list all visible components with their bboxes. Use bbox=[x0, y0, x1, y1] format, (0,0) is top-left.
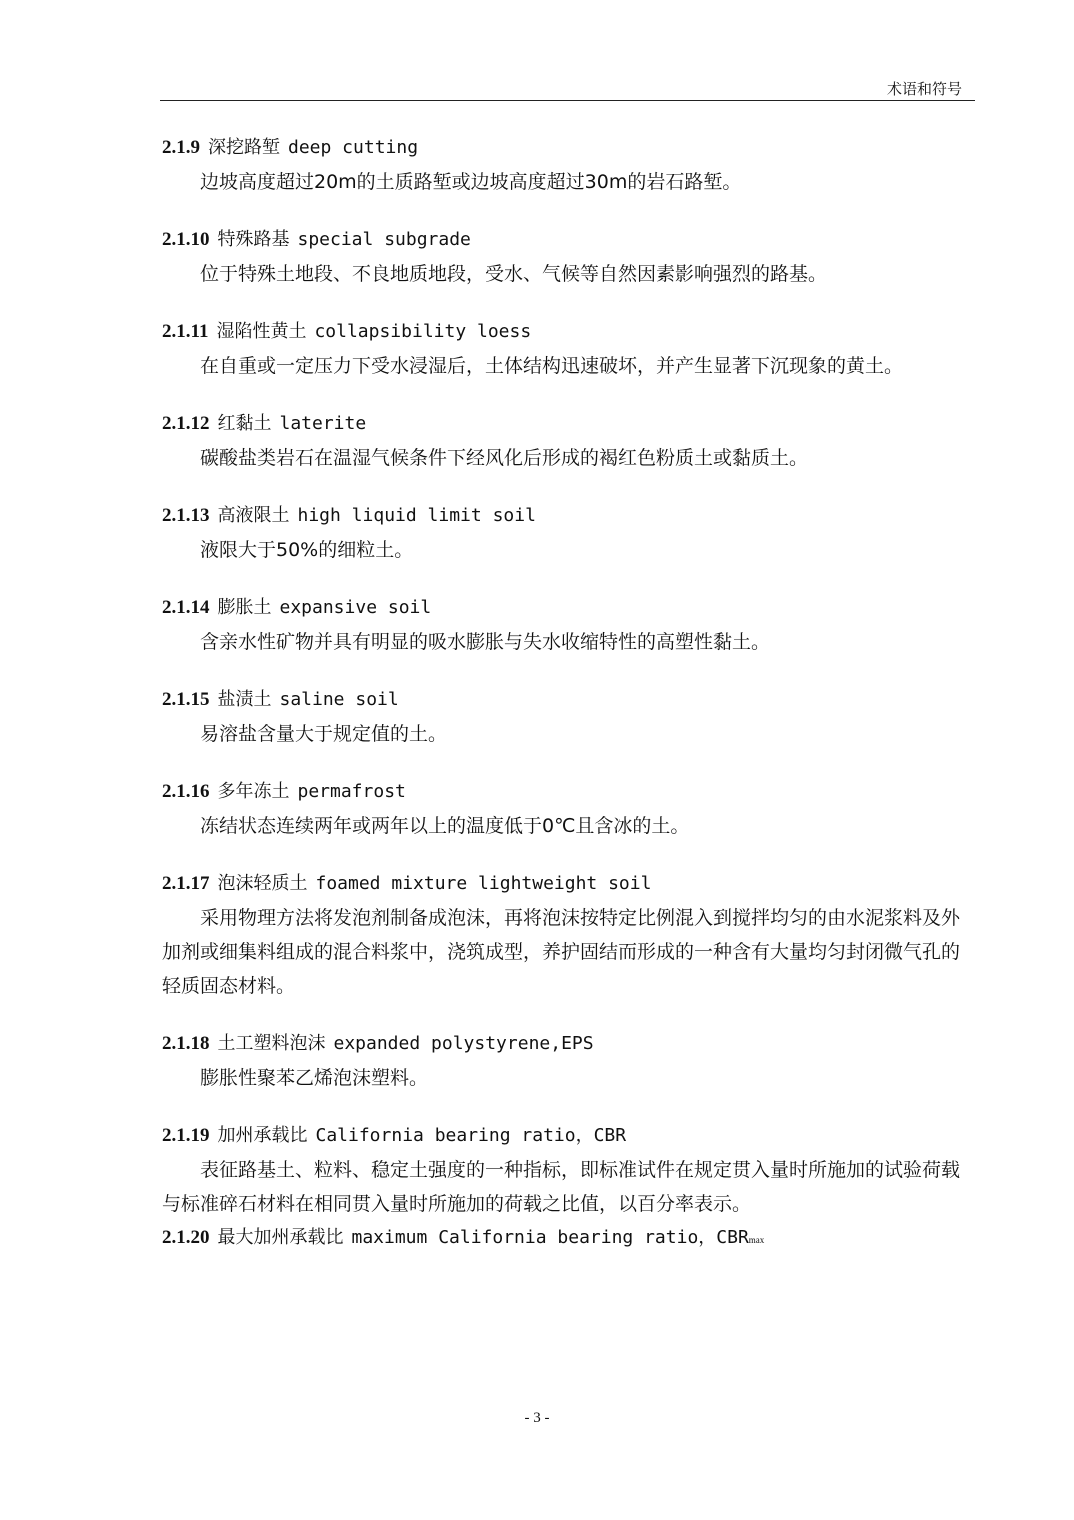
term-definition: 采用物理方法将发泡剂制备成泡沫，再将泡沫按特定比例混入到搅拌均匀的由水泥浆料及外加剂或细集料组成的混合料浆中，浇筑成型，养护固结而形成的一种含有大量均匀封闭微气孔的轻质固态材料。 bbox=[162, 907, 961, 997]
term-definition: 易溶盐含量大于规定值的土。 bbox=[200, 723, 448, 745]
term-chinese: 特殊路基 bbox=[217, 229, 290, 250]
term-number: 2.1.17 bbox=[162, 873, 210, 894]
term-english bbox=[352, 1227, 765, 1248]
term-heading bbox=[162, 315, 967, 349]
term-entry-2-1-20 bbox=[162, 1221, 967, 1257]
term-number: 2.1.13 bbox=[162, 505, 210, 526]
term-chinese: 盐渍土 bbox=[217, 689, 272, 710]
term-number: 2.1.16 bbox=[162, 781, 210, 802]
term-heading bbox=[162, 1027, 967, 1061]
term-chinese: 多年冻土 bbox=[217, 781, 290, 802]
term-chinese: 红黏土 bbox=[217, 413, 272, 434]
term-english: special subgrade bbox=[297, 229, 471, 250]
term-definition: 含亲水性矿物并具有明显的吸水膨胀与失水收缩特性的高塑性黏土。 bbox=[200, 631, 771, 653]
term-entry-2-1-16 bbox=[162, 775, 967, 843]
term-definition: 表征路基土、粒料、稳定土强度的一种指标，即标准试件在规定贯入量时所施加的试验荷载与标准碎石材料在相同贯入量时所施加的荷载之比值，以百分率表示。 bbox=[162, 1159, 961, 1215]
term-chinese: 深挖路堑 bbox=[208, 137, 280, 158]
term-chinese: 高液限土 bbox=[217, 505, 290, 526]
page-number: - 3 - bbox=[524, 1410, 550, 1426]
term-number: 2.1.10 bbox=[162, 229, 210, 250]
term-definition: 液限大于50%的细粒土。 bbox=[200, 539, 414, 561]
term-definition: 碳酸盐类岩石在温湿气候条件下经风化后形成的褐红色粉质土或黏质土。 bbox=[200, 447, 809, 469]
term-chinese: 湿陷性黄土 bbox=[216, 321, 307, 342]
term-entry-2-1-19 bbox=[162, 1119, 967, 1221]
term-english: expanded polystyrene,EPS bbox=[333, 1033, 594, 1054]
term-english: laterite bbox=[279, 413, 367, 434]
term-heading bbox=[162, 407, 967, 441]
term-heading bbox=[162, 499, 967, 533]
term-english: deep cutting bbox=[288, 137, 419, 158]
term-subscript: max bbox=[748, 1235, 765, 1245]
term-entry-2-1-14 bbox=[162, 591, 967, 659]
term-entry-2-1-13 bbox=[162, 499, 967, 567]
term-number: 2.1.18 bbox=[162, 1033, 210, 1054]
term-entry-2-1-18 bbox=[162, 1027, 967, 1095]
term-entry-2-1-12 bbox=[162, 407, 967, 475]
term-heading bbox=[162, 591, 967, 625]
term-number: 2.1.20 bbox=[162, 1227, 210, 1248]
term-entry-2-1-17 bbox=[162, 867, 967, 1003]
term-heading bbox=[162, 775, 967, 809]
term-entry-2-1-10 bbox=[162, 223, 967, 291]
term-entry-2-1-11 bbox=[162, 315, 967, 383]
term-heading bbox=[162, 131, 967, 165]
term-english: collapsibility loess bbox=[314, 321, 532, 342]
term-english: foamed mixture lightweight soil bbox=[315, 873, 652, 894]
term-chinese: 膨胀土 bbox=[217, 597, 272, 618]
term-heading bbox=[162, 1221, 967, 1257]
term-english: saline soil bbox=[279, 689, 399, 710]
term-definition: 在自重或一定压力下受水浸湿后，土体结构迅速破坏，并产生显著下沉现象的黄土。 bbox=[200, 355, 904, 377]
term-english-text: maximum California bearing ratio，CBR bbox=[351, 1227, 749, 1248]
term-english: permafrost bbox=[297, 781, 406, 802]
term-number: 2.1.15 bbox=[162, 689, 210, 710]
term-definition: 位于特殊土地段、不良地质地段，受水、气候等自然因素影响强烈的路基。 bbox=[200, 263, 828, 285]
term-heading bbox=[162, 867, 967, 901]
term-english: expansive soil bbox=[279, 597, 432, 618]
term-entry-2-1-15 bbox=[162, 683, 967, 751]
term-number: 2.1.11 bbox=[162, 321, 209, 342]
term-chinese: 加州承载比 bbox=[217, 1125, 308, 1146]
term-number: 2.1.14 bbox=[162, 597, 210, 618]
term-chinese: 最大加州承载比 bbox=[217, 1227, 344, 1248]
term-number: 2.1.19 bbox=[162, 1125, 210, 1146]
term-heading bbox=[162, 223, 967, 257]
term-definition: 边坡高度超过20m的土质路堑或边坡高度超过30m的岩石路堑。 bbox=[200, 171, 742, 193]
term-definition: 膨胀性聚苯乙烯泡沫塑料。 bbox=[200, 1067, 429, 1089]
terms-list bbox=[162, 131, 967, 1257]
term-heading bbox=[162, 683, 967, 717]
term-number: 2.1.9 bbox=[162, 137, 200, 158]
header-divider bbox=[160, 100, 975, 101]
term-english: high liquid limit soil bbox=[297, 505, 536, 526]
term-chinese: 泡沫轻质土 bbox=[217, 873, 308, 894]
term-english: California bearing ratio，CBR bbox=[315, 1125, 627, 1146]
term-definition: 冻结状态连续两年或两年以上的温度低于0℃且含冰的土。 bbox=[200, 815, 690, 837]
term-entry-2-1-9 bbox=[162, 131, 967, 199]
term-number: 2.1.12 bbox=[162, 413, 210, 434]
term-chinese: 土工塑料泡沫 bbox=[217, 1033, 326, 1054]
term-heading bbox=[162, 1119, 967, 1153]
running-header-title: 术语和符号 bbox=[886, 80, 962, 98]
